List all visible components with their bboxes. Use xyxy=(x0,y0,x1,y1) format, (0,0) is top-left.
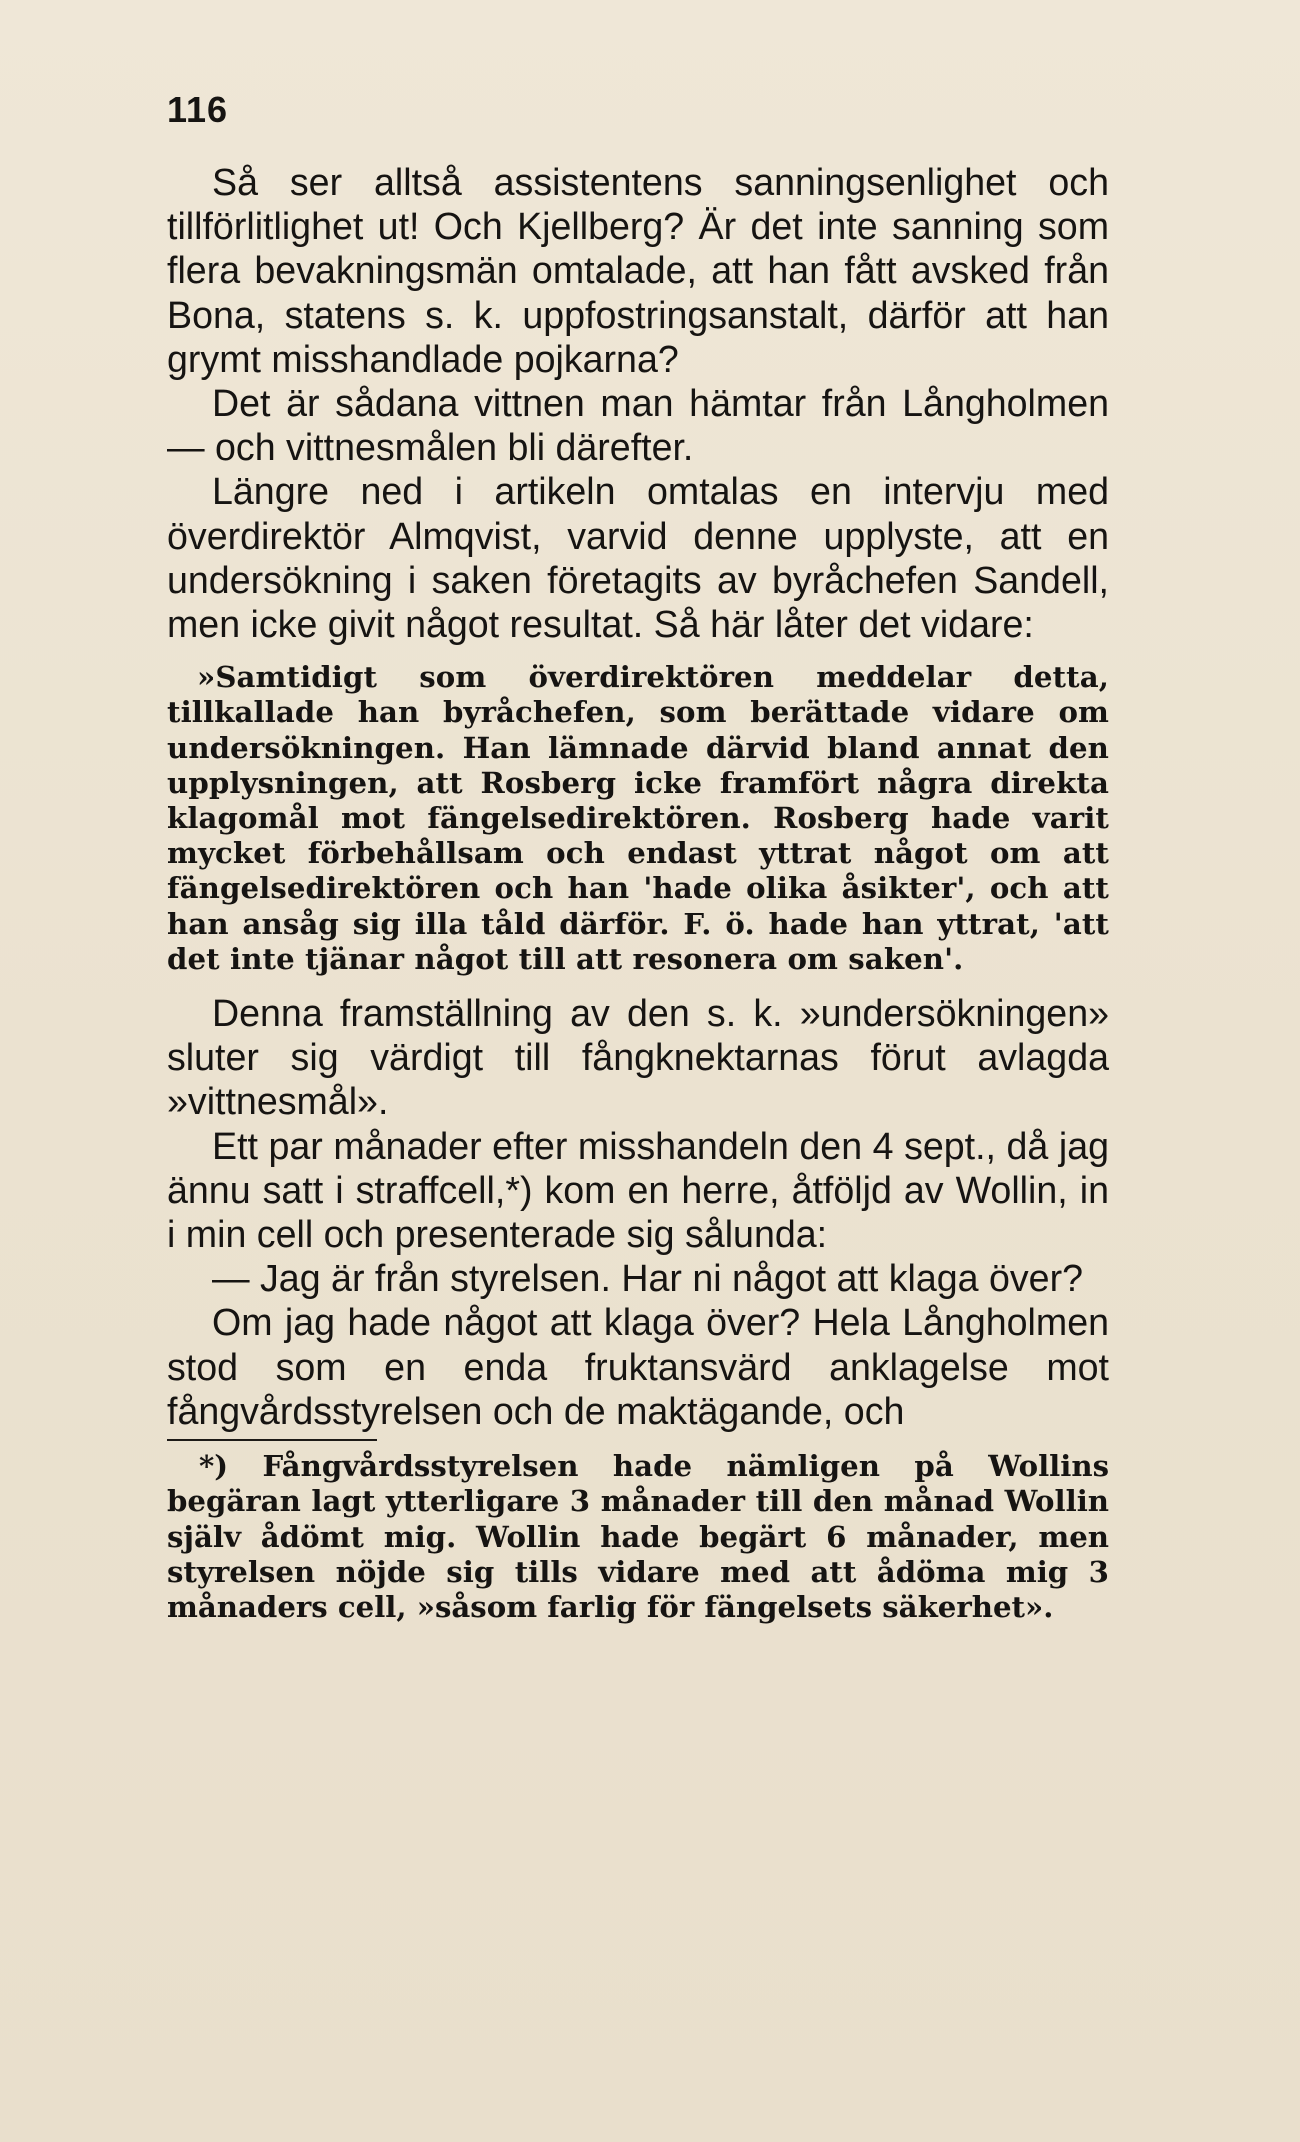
page-number: 116 xyxy=(167,89,229,130)
paragraph-5: Ett par månader efter misshandeln den 4 sept., då jag ännu satt i straffcell,*) kom en herre, åtföljd av Wollin, in i min cell och presenterade sig sålunda: xyxy=(167,1124,1109,1256)
paragraph-4: Denna framställning av den s. k. »undersökningen» sluter sig värdigt till fångknektarnas förut avlagda »vittnesmål». xyxy=(167,992,1109,1123)
page-text xyxy=(167,90,1109,1625)
quoted-passage: »Samtidigt som överdirektören meddelar detta, tillkallade han byråchefen, som berättade vidare om undersökningen. Han lämnade därvid bland annat den upplysningen, att Rosberg icke framfört några direkta klagomål mot fängelsedirektören. Rosberg hade varit mycket förbehållsam och endast yttrat något om att fängelsedirektören och han 'hade olika åsikter', och att han ansåg sig illa tåld därför. F. ö. hade han yttrat, 'att det inte tjänar något till att resonera om saken'. xyxy=(167,660,1109,976)
paragraph-6: — Jag är från styrelsen. Har ni något att klaga över? xyxy=(212,1257,1083,1300)
paragraph-1: Så ser alltså assistentens sanningsenlighet och tillförlitlighet ut! Och Kjellberg? Är det inte sanning som flera bevakningsmän omtalade, att han fått avsked från Bona, statens s. k. uppfostringsanstalt, därför att han grymt misshandlade pojkarna? xyxy=(167,161,1109,380)
footnote: *) Fångvårdsstyrelsen hade nämligen på Wollins begäran lagt ytterligare 3 månader till den månad Wollin själv ådömt mig. Wollin hade begärt 6 månader, men styrelsen nöjde sig tills vidare med att ådöma mig 3 månaders cell, »såsom farlig för fängelsets säkerhet». xyxy=(167,1449,1109,1624)
paragraph-2: Det är sådana vittnen man hämtar från Långholmen — och vittnesmålen bli därefter. xyxy=(167,382,1109,469)
paragraph-7: Om jag hade något att klaga över? Hela Långholmen stod som en enda fruktansvärd anklagelse mot fångvårdsstyrelsen och de maktägande, och xyxy=(167,1301,1109,1432)
footnote-divider xyxy=(167,1439,377,1441)
paragraph-3: Längre ned i artikeln omtalas en intervju med överdirektör Almqvist, varvid denne upplyste, att en undersökning i saken företagits av byråchefen Sandell, men icke givit något resultat. Så här låter det vidare: xyxy=(167,470,1109,646)
